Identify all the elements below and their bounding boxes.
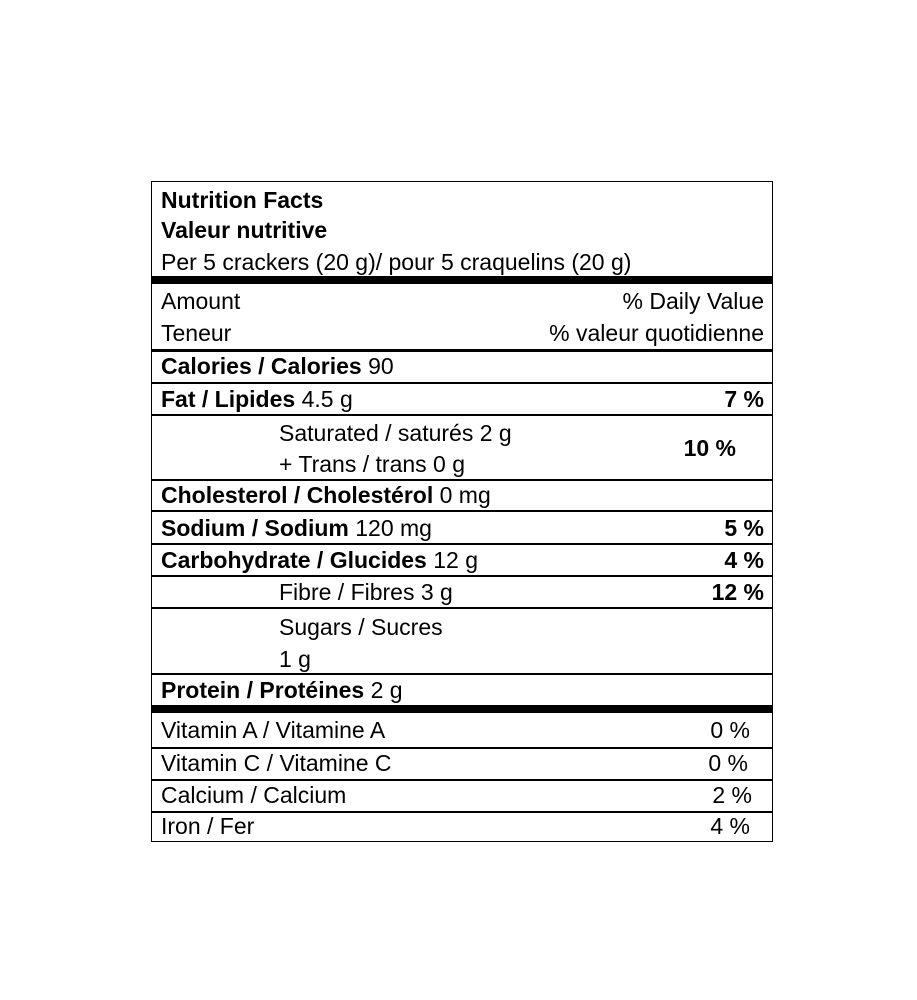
fat-value: 4.5 g xyxy=(301,386,353,412)
thick-divider-vitamins xyxy=(152,705,772,713)
serving-size: Per 5 crackers (20 g)/ pour 5 craquelins (20 g) xyxy=(161,249,632,275)
divider-saturated xyxy=(152,479,772,481)
carbohydrate-daily-value: 4 % xyxy=(724,547,764,573)
sugars-label: Sugars / Sucres xyxy=(279,614,443,640)
sugars-value: 1 g xyxy=(279,646,311,672)
divider-cholesterol xyxy=(152,510,772,512)
cholesterol-label: Cholesterol / Cholestérol xyxy=(161,482,434,508)
saturated-fat: Saturated / saturés 2 g xyxy=(279,420,512,446)
protein-label: Protein / Protéines xyxy=(161,677,365,703)
amount-heading-french: Teneur xyxy=(161,320,232,346)
divider-sodium xyxy=(152,543,772,545)
sodium-row xyxy=(161,515,432,541)
divider-sugars xyxy=(152,673,772,675)
sodium-daily-value: 5 % xyxy=(724,515,764,541)
saturated-trans-daily-value: 10 % xyxy=(683,435,736,461)
divider-vitamin-c xyxy=(152,779,772,781)
divider-fat xyxy=(152,414,772,416)
thick-divider-top xyxy=(152,276,772,284)
iron-daily-value: 4 % xyxy=(710,813,750,839)
divider-calories xyxy=(152,382,772,384)
nutrition-facts-table xyxy=(151,181,773,842)
daily-value-heading-french: % valeur quotidienne xyxy=(549,320,764,346)
carbohydrate-value: 12 g xyxy=(433,547,479,573)
fibre-row: Fibre / Fibres 3 g xyxy=(279,579,453,605)
title-french: Valeur nutritive xyxy=(161,217,328,243)
calories-label: Calories / Calories xyxy=(161,353,362,379)
calcium-label: Calcium / Calcium xyxy=(161,782,347,808)
sodium-value: 120 mg xyxy=(355,515,432,541)
divider-fibre xyxy=(152,607,772,609)
vitamin-a-daily-value: 0 % xyxy=(710,717,750,743)
carbohydrate-row xyxy=(161,547,478,573)
protein-row xyxy=(161,677,403,703)
iron-label: Iron / Fer xyxy=(161,813,255,839)
carbohydrate-label: Carbohydrate / Glucides xyxy=(161,547,427,573)
divider-after-headings xyxy=(152,349,772,352)
cholesterol-row xyxy=(161,482,491,508)
trans-fat: + Trans / trans 0 g xyxy=(279,451,466,477)
title-english: Nutrition Facts xyxy=(161,187,324,213)
sodium-label: Sodium / Sodium xyxy=(161,515,349,541)
calories-value: 90 xyxy=(368,353,394,379)
calcium-daily-value: 2 % xyxy=(712,782,752,808)
fibre-daily-value: 12 % xyxy=(711,579,764,605)
fat-label: Fat / Lipides xyxy=(161,386,296,412)
amount-heading-english: Amount xyxy=(161,288,241,314)
daily-value-heading-english: % Daily Value xyxy=(622,288,764,314)
fat-daily-value: 7 % xyxy=(724,386,764,412)
divider-vitamin-a xyxy=(152,747,772,749)
calories-row xyxy=(161,353,394,379)
vitamin-c-daily-value: 0 % xyxy=(708,750,748,776)
cholesterol-value: 0 mg xyxy=(439,482,491,508)
fat-row xyxy=(161,386,353,412)
vitamin-a-label: Vitamin A / Vitamine A xyxy=(161,717,386,743)
vitamin-c-label: Vitamin C / Vitamine C xyxy=(161,750,392,776)
protein-value: 2 g xyxy=(370,677,403,703)
divider-carbohydrate xyxy=(152,575,772,577)
